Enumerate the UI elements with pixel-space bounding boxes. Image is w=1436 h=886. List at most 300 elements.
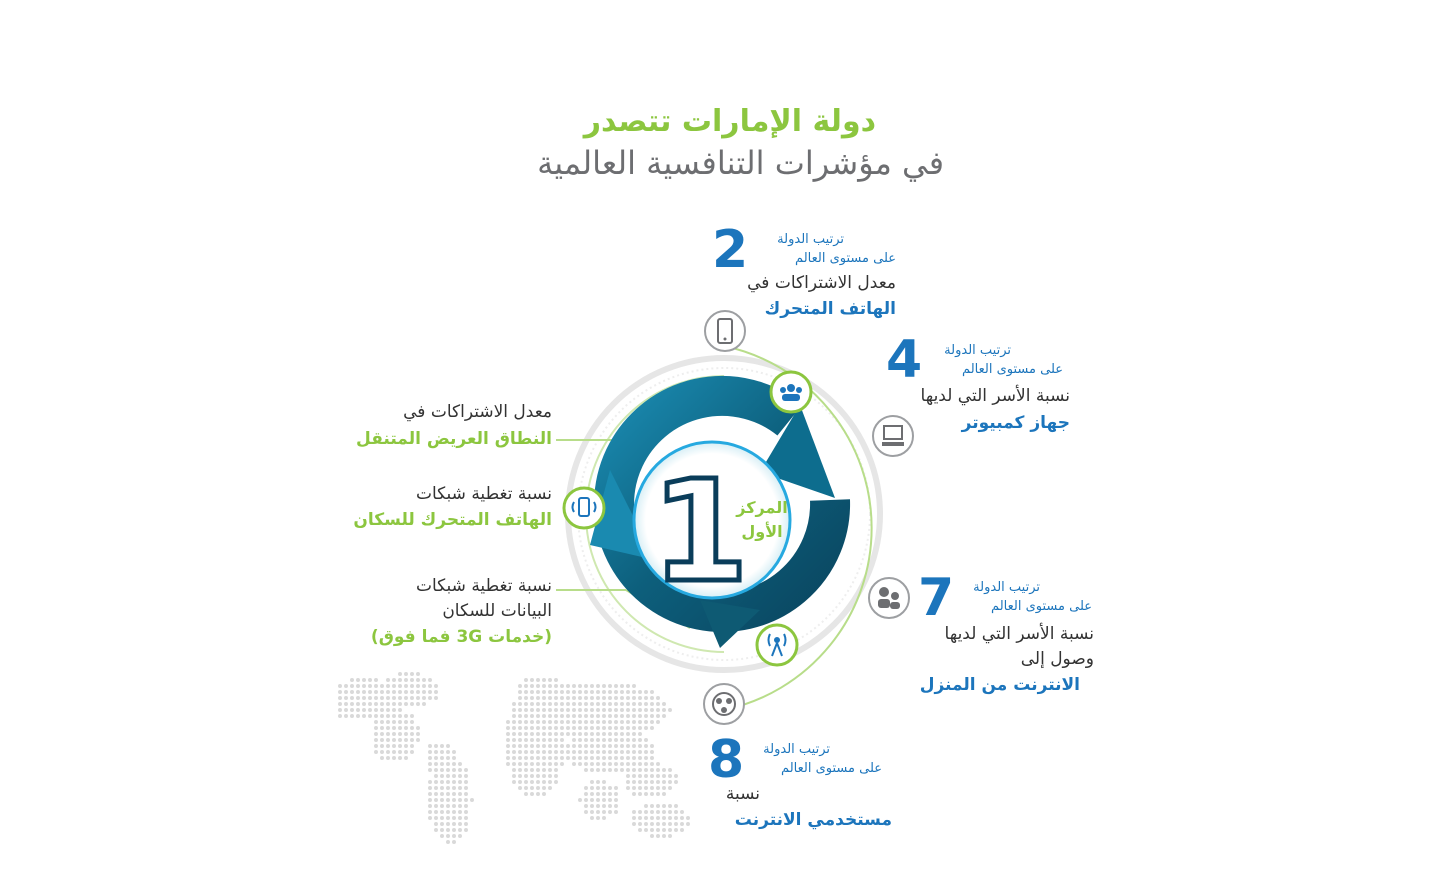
map-dot	[530, 768, 534, 772]
map-dot	[344, 702, 348, 706]
map-dot	[434, 798, 438, 802]
map-dot	[662, 810, 666, 814]
map-dot	[434, 792, 438, 796]
map-dot	[554, 774, 558, 778]
map-dot	[584, 744, 588, 748]
map-dot	[620, 714, 624, 718]
map-dot	[608, 810, 612, 814]
map-dot	[578, 708, 582, 712]
map-dot	[416, 690, 420, 694]
map-dot	[374, 678, 378, 682]
map-dot	[548, 774, 552, 778]
map-dot	[632, 738, 636, 742]
map-dot	[416, 702, 420, 706]
map-dot	[530, 756, 534, 760]
map-dot	[578, 726, 582, 730]
map-dot	[542, 750, 546, 754]
map-dot	[668, 708, 672, 712]
map-dot	[536, 690, 540, 694]
map-dot	[386, 714, 390, 718]
map-dot	[590, 732, 594, 736]
map-dot	[602, 804, 606, 808]
map-dot	[404, 672, 408, 676]
map-dot	[434, 822, 438, 826]
map-dot	[596, 684, 600, 688]
map-dot	[554, 690, 558, 694]
map-dot	[632, 714, 636, 718]
map-dot	[464, 786, 468, 790]
map-dot	[542, 774, 546, 778]
mobile-signal-icon	[564, 488, 604, 528]
map-dot	[452, 810, 456, 814]
map-dot	[566, 732, 570, 736]
map-dot	[680, 822, 684, 826]
map-dot	[614, 798, 618, 802]
map-dot	[656, 702, 660, 706]
map-dot	[638, 702, 642, 706]
map-dot	[368, 678, 372, 682]
map-dot	[410, 726, 414, 730]
map-dot	[638, 726, 642, 730]
map-dot	[560, 714, 564, 718]
map-dot	[440, 804, 444, 808]
map-dot	[458, 774, 462, 778]
map-dot	[548, 720, 552, 724]
map-dot	[584, 762, 588, 766]
map-dot	[590, 726, 594, 730]
map-dot	[632, 780, 636, 784]
map-dot	[590, 768, 594, 772]
map-dot	[434, 684, 438, 688]
map-dot	[644, 690, 648, 694]
map-dot	[506, 720, 510, 724]
map-dot	[614, 810, 618, 814]
map-dot	[524, 780, 528, 784]
map-dot	[386, 696, 390, 700]
map-dot	[428, 744, 432, 748]
map-dot	[602, 786, 606, 790]
map-dot	[386, 726, 390, 730]
map-dot	[584, 804, 588, 808]
map-dot	[626, 774, 630, 778]
map-dot	[560, 684, 564, 688]
map-dot	[638, 756, 642, 760]
map-dot	[524, 684, 528, 688]
map-dot	[596, 780, 600, 784]
map-dot	[578, 744, 582, 748]
map-dot	[356, 696, 360, 700]
map-dot	[620, 690, 624, 694]
map-dot	[380, 756, 384, 760]
indicator-text: نسبة	[725, 784, 760, 804]
map-dot	[566, 756, 570, 760]
map-dot	[554, 714, 558, 718]
map-dot	[638, 744, 642, 748]
map-dot	[380, 708, 384, 712]
map-dot	[626, 780, 630, 784]
map-dot	[596, 738, 600, 742]
map-dot	[590, 720, 594, 724]
map-dot	[650, 792, 654, 796]
indicator-bold: مستخدمي الانترنت	[734, 810, 892, 830]
map-dot	[644, 726, 648, 730]
map-dot	[662, 828, 666, 832]
map-dot	[614, 744, 618, 748]
map-dot	[410, 672, 414, 676]
map-dot	[536, 678, 540, 682]
map-dot	[452, 840, 456, 844]
map-dot	[584, 720, 588, 724]
map-dot	[392, 708, 396, 712]
map-dot	[608, 696, 612, 700]
map-dot	[584, 810, 588, 814]
rank-caption-line-1: ترتيب الدولة	[944, 343, 1011, 358]
map-dot	[434, 768, 438, 772]
map-dot	[344, 708, 348, 712]
map-dot	[350, 702, 354, 706]
map-dot	[464, 822, 468, 826]
indicator-text	[300, 574, 552, 624]
map-dot	[650, 762, 654, 766]
map-dot	[404, 732, 408, 736]
map-dot	[446, 792, 450, 796]
map-dot	[584, 690, 588, 694]
map-dot	[458, 810, 462, 814]
map-dot	[590, 756, 594, 760]
map-dot	[632, 684, 636, 688]
map-dot	[638, 780, 642, 784]
map-dot	[386, 720, 390, 724]
map-dot	[584, 738, 588, 742]
map-dot	[590, 690, 594, 694]
center-label-line-1: المركز	[736, 498, 788, 517]
map-dot	[548, 714, 552, 718]
map-dot	[524, 738, 528, 742]
indicator-text: نسبة تغطية شبكات	[415, 484, 552, 504]
map-dot	[596, 816, 600, 820]
map-dot	[446, 834, 450, 838]
map-dot	[518, 732, 522, 736]
rank-caption-line-1: ترتيب الدولة	[763, 742, 830, 757]
map-dot	[440, 780, 444, 784]
map-dot	[452, 780, 456, 784]
map-dot	[524, 786, 528, 790]
map-dot	[572, 744, 576, 748]
map-dot	[536, 702, 540, 706]
map-dot	[626, 684, 630, 688]
map-dot	[590, 810, 594, 814]
map-dot	[638, 714, 642, 718]
map-dot	[632, 744, 636, 748]
map-dot	[356, 708, 360, 712]
map-dot	[578, 702, 582, 706]
indicator-bold: الهاتف المتحرك للسكان	[353, 510, 552, 530]
map-dot	[650, 708, 654, 712]
map-dot	[644, 816, 648, 820]
map-dot	[524, 714, 528, 718]
map-dot	[398, 696, 402, 700]
map-dot	[440, 822, 444, 826]
map-dot	[536, 726, 540, 730]
map-dot	[548, 678, 552, 682]
map-dot	[392, 744, 396, 748]
map-dot	[662, 816, 666, 820]
map-dot	[434, 690, 438, 694]
map-dot	[560, 738, 564, 742]
world-map-dots	[338, 672, 690, 844]
map-dot	[542, 726, 546, 730]
map-dot	[542, 768, 546, 772]
map-dot	[404, 678, 408, 682]
map-dot	[590, 702, 594, 706]
antenna-icon	[757, 625, 797, 665]
map-dot	[404, 738, 408, 742]
map-dot	[578, 738, 582, 742]
map-dot	[464, 798, 468, 802]
map-dot	[338, 690, 342, 694]
map-dot	[518, 750, 522, 754]
map-dot	[584, 696, 588, 700]
map-dot	[644, 786, 648, 790]
map-dot	[596, 732, 600, 736]
map-dot	[458, 804, 462, 808]
map-dot	[632, 708, 636, 712]
map-dot	[530, 684, 534, 688]
map-dot	[602, 762, 606, 766]
map-dot	[338, 714, 342, 718]
map-dot	[536, 786, 540, 790]
map-dot	[386, 732, 390, 736]
map-dot	[422, 690, 426, 694]
map-dot	[542, 738, 546, 742]
map-dot	[458, 792, 462, 796]
map-dot	[638, 774, 642, 778]
map-dot	[650, 720, 654, 724]
map-dot	[566, 702, 570, 706]
map-dot	[392, 696, 396, 700]
map-dot	[440, 828, 444, 832]
map-dot	[374, 690, 378, 694]
map-dot	[518, 726, 522, 730]
map-dot	[404, 690, 408, 694]
map-dot	[650, 834, 654, 838]
map-dot	[512, 774, 516, 778]
map-dot	[626, 786, 630, 790]
map-dot	[518, 702, 522, 706]
map-dot	[572, 732, 576, 736]
map-dot	[380, 750, 384, 754]
map-dot	[542, 708, 546, 712]
map-dot	[398, 732, 402, 736]
map-dot	[452, 768, 456, 772]
map-dot	[548, 732, 552, 736]
map-dot	[404, 684, 408, 688]
map-dot	[542, 792, 546, 796]
map-dot	[374, 744, 378, 748]
map-dot	[458, 828, 462, 832]
map-dot	[554, 756, 558, 760]
map-dot	[506, 744, 510, 748]
map-dot	[530, 744, 534, 748]
map-dot	[614, 756, 618, 760]
map-dot	[620, 696, 624, 700]
map-dot	[560, 762, 564, 766]
map-dot	[350, 690, 354, 694]
map-dot	[524, 732, 528, 736]
map-dot	[632, 816, 636, 820]
map-dot	[458, 780, 462, 784]
map-dot	[686, 816, 690, 820]
title-line-2: في مؤشرات التنافسية العالمية	[537, 144, 944, 182]
map-dot	[548, 726, 552, 730]
map-dot	[428, 762, 432, 766]
map-dot	[542, 780, 546, 784]
indicator-text: معدل الاشتراكات في	[403, 402, 552, 422]
map-dot	[578, 750, 582, 754]
map-dot	[446, 840, 450, 844]
map-dot	[446, 756, 450, 760]
map-dot	[650, 828, 654, 832]
map-dot	[452, 774, 456, 778]
map-dot	[368, 702, 372, 706]
map-dot	[602, 696, 606, 700]
map-dot	[602, 810, 606, 814]
map-dot	[656, 720, 660, 724]
indicator-text-line-1: نسبة تغطية شبكات	[415, 576, 552, 596]
map-dot	[452, 762, 456, 766]
center-label	[722, 496, 802, 544]
map-dot	[554, 708, 558, 712]
map-dot	[626, 756, 630, 760]
map-dot	[548, 750, 552, 754]
map-dot	[614, 738, 618, 742]
map-dot	[422, 684, 426, 688]
map-dot	[644, 696, 648, 700]
map-dot	[428, 684, 432, 688]
map-dot	[374, 696, 378, 700]
map-dot	[554, 738, 558, 742]
map-dot	[374, 720, 378, 724]
map-dot	[590, 744, 594, 748]
map-dot	[518, 756, 522, 760]
map-dot	[536, 756, 540, 760]
map-dot	[512, 780, 516, 784]
map-dot	[632, 750, 636, 754]
map-dot	[428, 690, 432, 694]
map-dot	[410, 702, 414, 706]
map-dot	[524, 768, 528, 772]
map-dot	[566, 726, 570, 730]
map-dot	[404, 702, 408, 706]
map-dot	[512, 768, 516, 772]
map-dot	[590, 684, 594, 688]
map-dot	[644, 822, 648, 826]
map-dot	[572, 726, 576, 730]
map-dot	[566, 720, 570, 724]
map-dot	[608, 750, 612, 754]
map-dot	[572, 684, 576, 688]
map-dot	[512, 762, 516, 766]
map-dot	[416, 732, 420, 736]
map-dot	[392, 738, 396, 742]
map-dot	[560, 696, 564, 700]
map-dot	[638, 822, 642, 826]
map-dot	[578, 684, 582, 688]
map-dot	[638, 786, 642, 790]
map-dot	[464, 810, 468, 814]
map-dot	[644, 750, 648, 754]
rank-caption	[956, 578, 1092, 616]
map-dot	[380, 744, 384, 748]
map-dot	[590, 780, 594, 784]
map-dot	[560, 726, 564, 730]
map-dot	[446, 744, 450, 748]
map-dot	[662, 714, 666, 718]
map-dot	[392, 726, 396, 730]
map-dot	[530, 792, 534, 796]
map-dot	[362, 678, 366, 682]
map-dot	[410, 720, 414, 724]
map-dot	[434, 696, 438, 700]
map-dot	[638, 762, 642, 766]
map-dot	[530, 714, 534, 718]
map-dot	[620, 702, 624, 706]
map-dot	[464, 792, 468, 796]
map-dot	[428, 804, 432, 808]
map-dot	[410, 684, 414, 688]
map-dot	[542, 756, 546, 760]
map-dot	[524, 690, 528, 694]
map-dot	[398, 738, 402, 742]
map-dot	[446, 768, 450, 772]
map-dot	[620, 726, 624, 730]
map-dot	[464, 828, 468, 832]
map-dot	[614, 708, 618, 712]
map-dot	[446, 822, 450, 826]
map-dot	[518, 780, 522, 784]
map-dot	[638, 810, 642, 814]
map-dot	[428, 696, 432, 700]
map-dot	[542, 684, 546, 688]
map-dot	[380, 738, 384, 742]
map-dot	[530, 690, 534, 694]
map-dot	[524, 774, 528, 778]
map-dot	[614, 684, 618, 688]
map-dot	[632, 696, 636, 700]
map-dot	[638, 768, 642, 772]
map-dot	[644, 744, 648, 748]
map-dot	[578, 720, 582, 724]
map-dot	[452, 804, 456, 808]
map-dot	[572, 750, 576, 754]
map-dot	[458, 822, 462, 826]
map-dot	[662, 834, 666, 838]
map-dot	[398, 750, 402, 754]
map-dot	[536, 774, 540, 778]
map-dot	[446, 804, 450, 808]
map-dot	[446, 780, 450, 784]
map-dot	[530, 726, 534, 730]
map-dot	[680, 810, 684, 814]
map-dot	[620, 762, 624, 766]
map-dot	[392, 732, 396, 736]
map-dot	[350, 684, 354, 688]
map-dot	[602, 684, 606, 688]
map-dot	[674, 774, 678, 778]
map-dot	[632, 726, 636, 730]
map-dot	[596, 786, 600, 790]
map-dot	[548, 708, 552, 712]
